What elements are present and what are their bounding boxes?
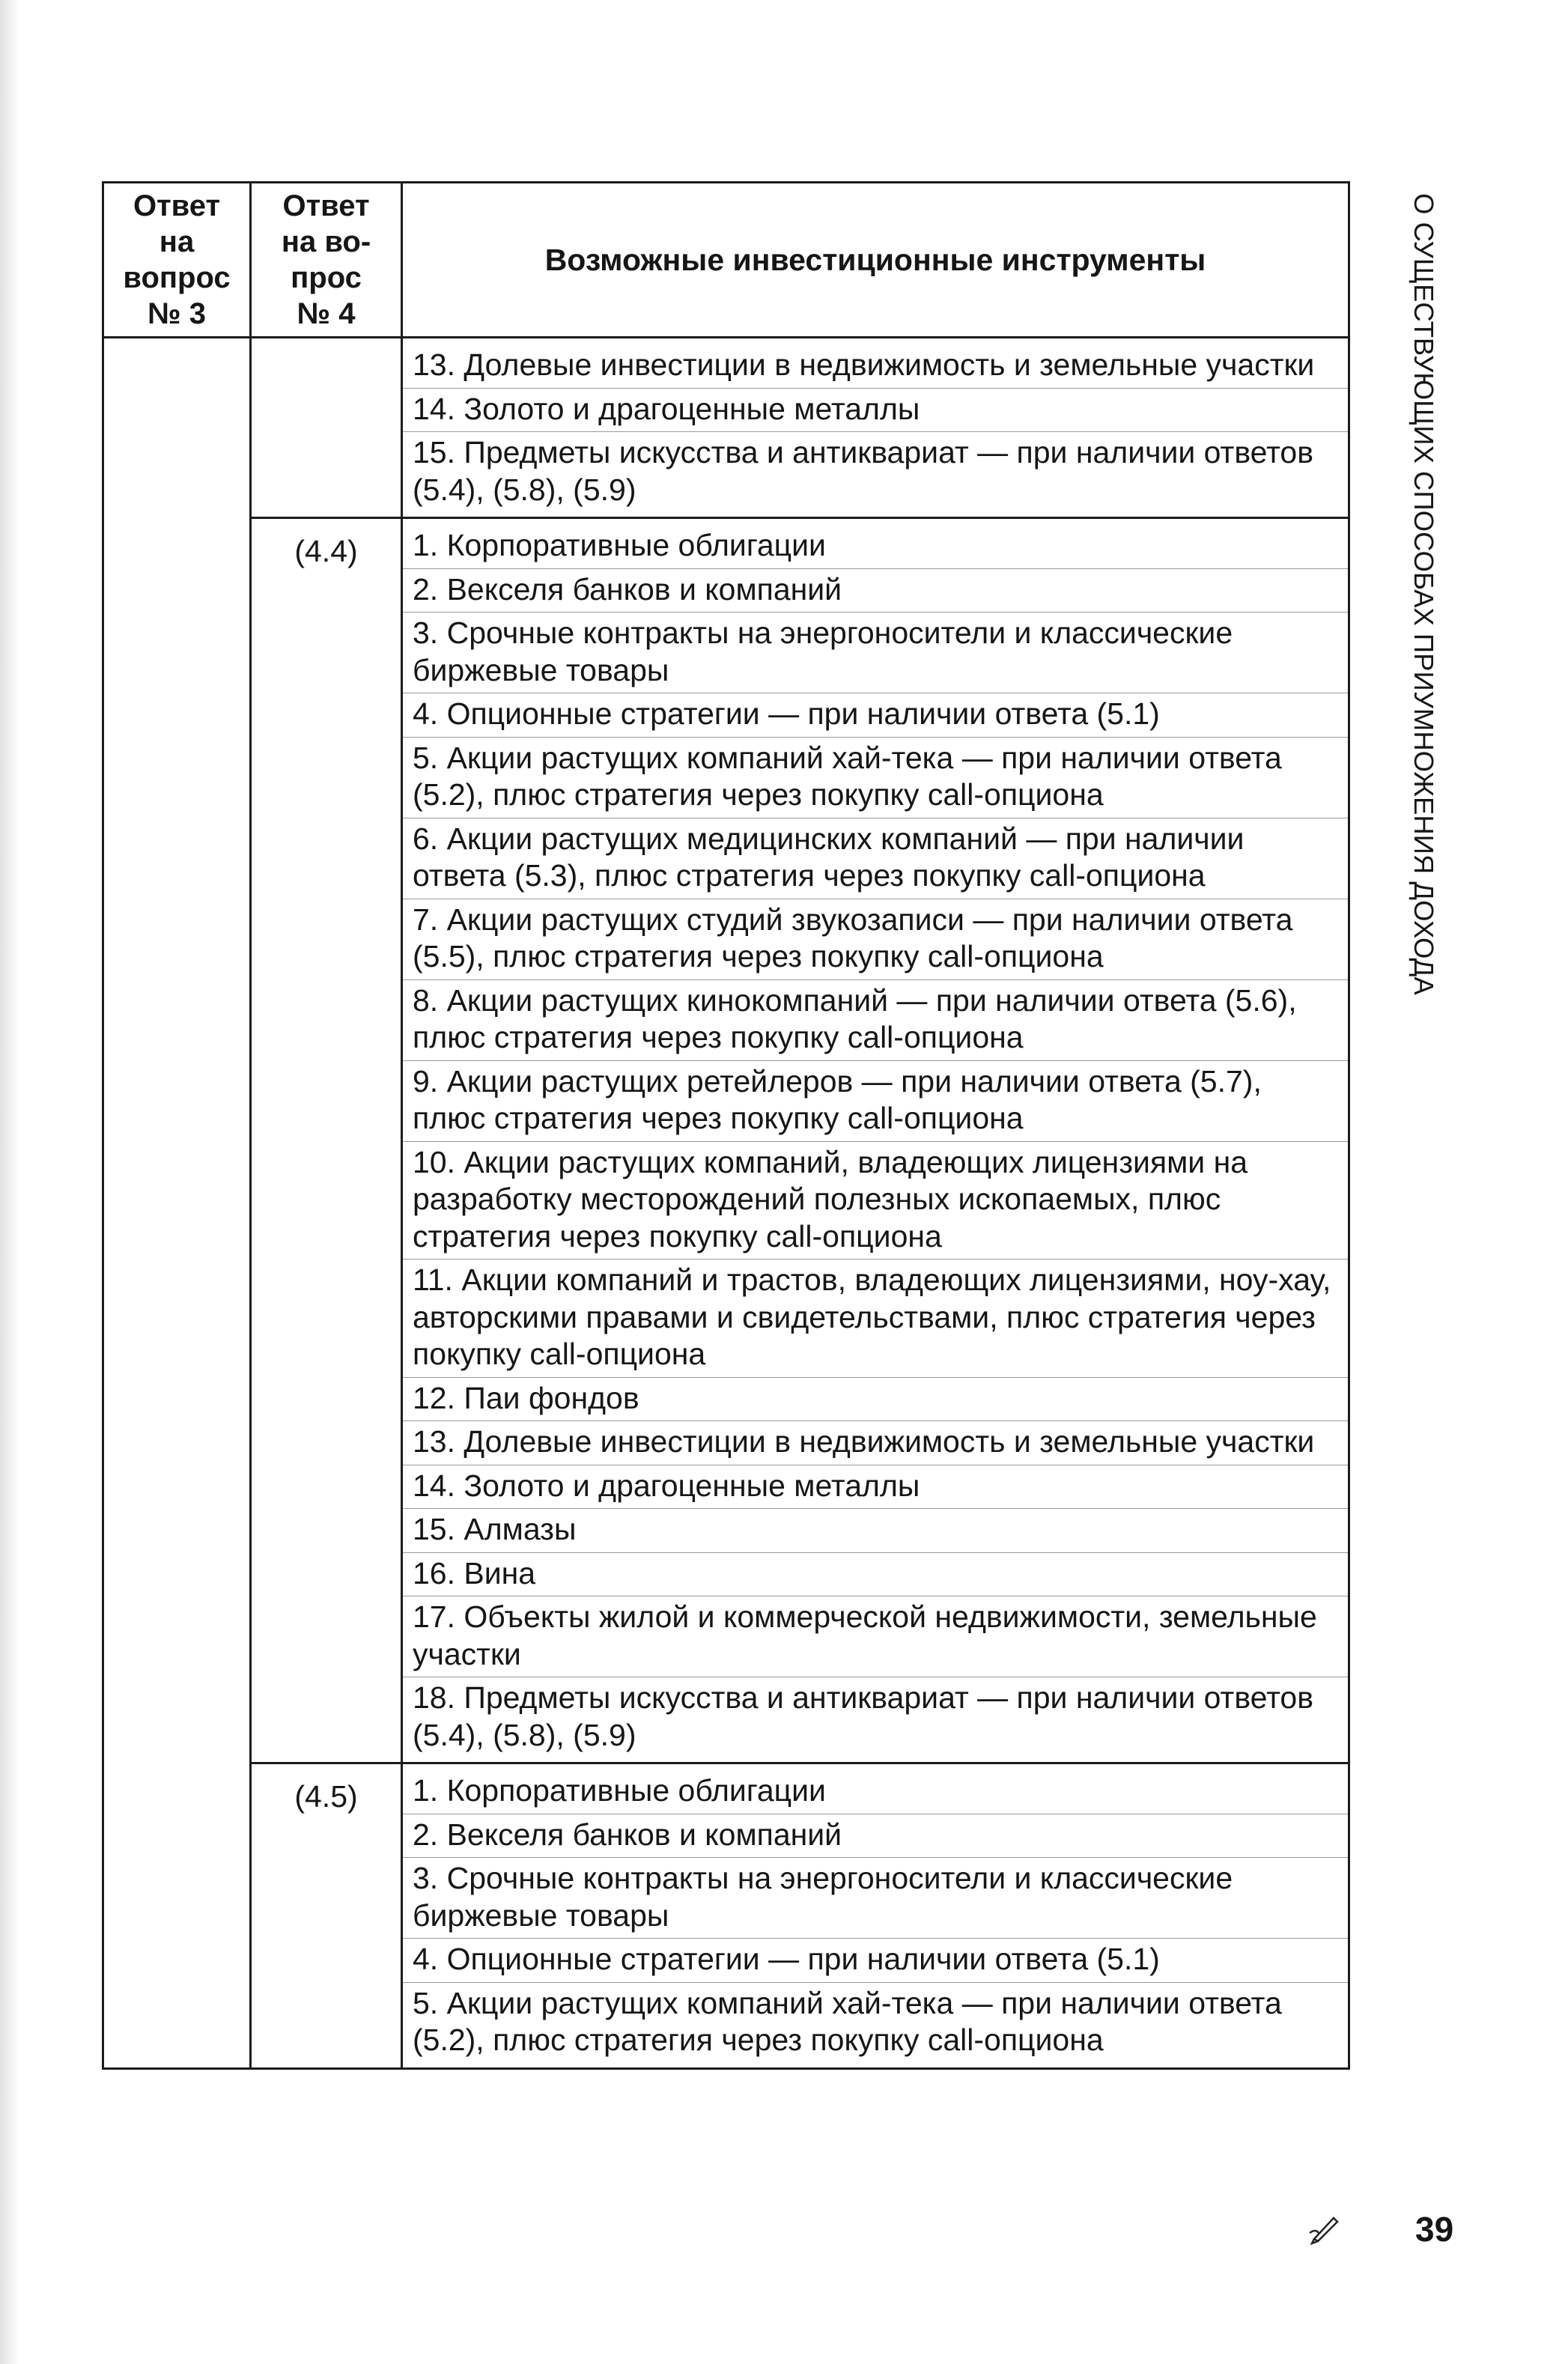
list-item: 14. Золото и драгоценные металлы (403, 1465, 1348, 1509)
table-row (103, 338, 1349, 518)
page-number: 39 (1415, 2210, 1454, 2249)
list-item: 3. Срочные контракты на энергоносители и классические биржевые товары (403, 612, 1348, 693)
list-item: 1. Корпоративные облигации (413, 528, 826, 562)
list-item: 13. Долевые инвестиции в недвижимость и земельные участки (403, 1420, 1348, 1465)
instruments-cell (402, 338, 1349, 518)
list-item: 12. Паи фондов (403, 1377, 1348, 1421)
list-item: 8. Акции растущих кинокомпаний — при наличии ответа (5.6), плюс стратегия через покупку call-опциона (403, 979, 1348, 1060)
list-item: 4. Опционные стратегии — при наличии ответа (5.1) (403, 693, 1348, 737)
investment-instruments-table (102, 181, 1350, 2070)
table-header-row (103, 183, 1349, 338)
list-item: 17. Объекты жилой и коммерческой недвижимости, земельные участки (403, 1596, 1348, 1677)
table-row (103, 1763, 1349, 2069)
list-item: 9. Акции растущих ретейлеров — при наличии ответа (5.7), плюс стратегия через покупку call-опциона (403, 1060, 1348, 1141)
answer-q4-cell (251, 338, 402, 518)
running-head (1376, 193, 1440, 995)
header-answer-q4: Ответ на во- прос № 4 (251, 183, 402, 338)
answer-q4-cell: (4.4) (251, 518, 402, 1763)
list-item: 16. Вина (403, 1552, 1348, 1596)
list-item: 5. Акции растущих компаний хай-тека — при наличии ответа (5.2), плюс стратегия через покупку call-опциона (403, 1982, 1348, 2063)
answer-q4-cell: (4.5) (251, 1763, 402, 2069)
investment-table-container (102, 181, 1348, 2070)
list-item: 2. Векселя банков и компаний (403, 568, 1348, 613)
table-body (103, 338, 1349, 2069)
list-item: 5. Акции растущих компаний хай-тека — при наличии ответа (5.2), плюс стратегия через покупку call-опциона (403, 737, 1348, 818)
table-row (103, 518, 1349, 1763)
list-item: 14. Золото и драгоценные металлы (403, 388, 1348, 432)
list-item: 1. Корпоративные облигации (413, 1773, 826, 1808)
list-item: 15. Алмазы (403, 1508, 1348, 1552)
page-edge-shadow (0, 0, 19, 2364)
header-answer-q3: Ответ на вопрос № 3 (103, 183, 251, 338)
list-item: 6. Акции растущих медицинских компаний — при наличии ответа (5.3), плюс стратегия через покупку call-опциона (403, 818, 1348, 899)
list-item: 2. Векселя банков и компаний (403, 1814, 1348, 1858)
list-item: 13. Долевые инвестиции в недвижимость и земельные участки (413, 347, 1315, 382)
list-item: 11. Акции компаний и трастов, владеющих лицензиями, ноу-хау, авторскими правами и свидетельствами, плюс стратегия через покупку call-опциона (403, 1259, 1348, 1377)
pencil-icon (1308, 2210, 1343, 2245)
list-item: 4. Опционные стратегии — при наличии ответа (5.1) (403, 1938, 1348, 1982)
list-item: 3. Срочные контракты на энергоносители и классические биржевые товары (403, 1857, 1348, 1938)
instruments-cell (402, 518, 1349, 1763)
running-head-text: О СУЩЕСТВУЮЩИХ СПОСОБАХ ПРИУМНОЖЕНИЯ ДОХОДА (1409, 193, 1439, 995)
instruments-cell (402, 1763, 1349, 2069)
list-item: 7. Акции растущих студий звукозаписи — при наличии ответа (5.5), плюс стратегия через покупку call-опциона (403, 899, 1348, 979)
answer-q3-cell (103, 338, 251, 2069)
list-item: 15. Предметы искусства и антиквариат — при наличии ответов (5.4), (5.8), (5.9) (403, 431, 1348, 512)
list-item: 10. Акции растущих компаний, владеющих лицензиями на разработку месторождений полезных ископаемых, плюс стратегия через покупку call-опциона (403, 1141, 1348, 1260)
header-instruments: Возможные инвестиционные инструменты (402, 183, 1349, 338)
list-item: 18. Предметы искусства и антиквариат — при наличии ответов (5.4), (5.8), (5.9) (403, 1677, 1348, 1757)
